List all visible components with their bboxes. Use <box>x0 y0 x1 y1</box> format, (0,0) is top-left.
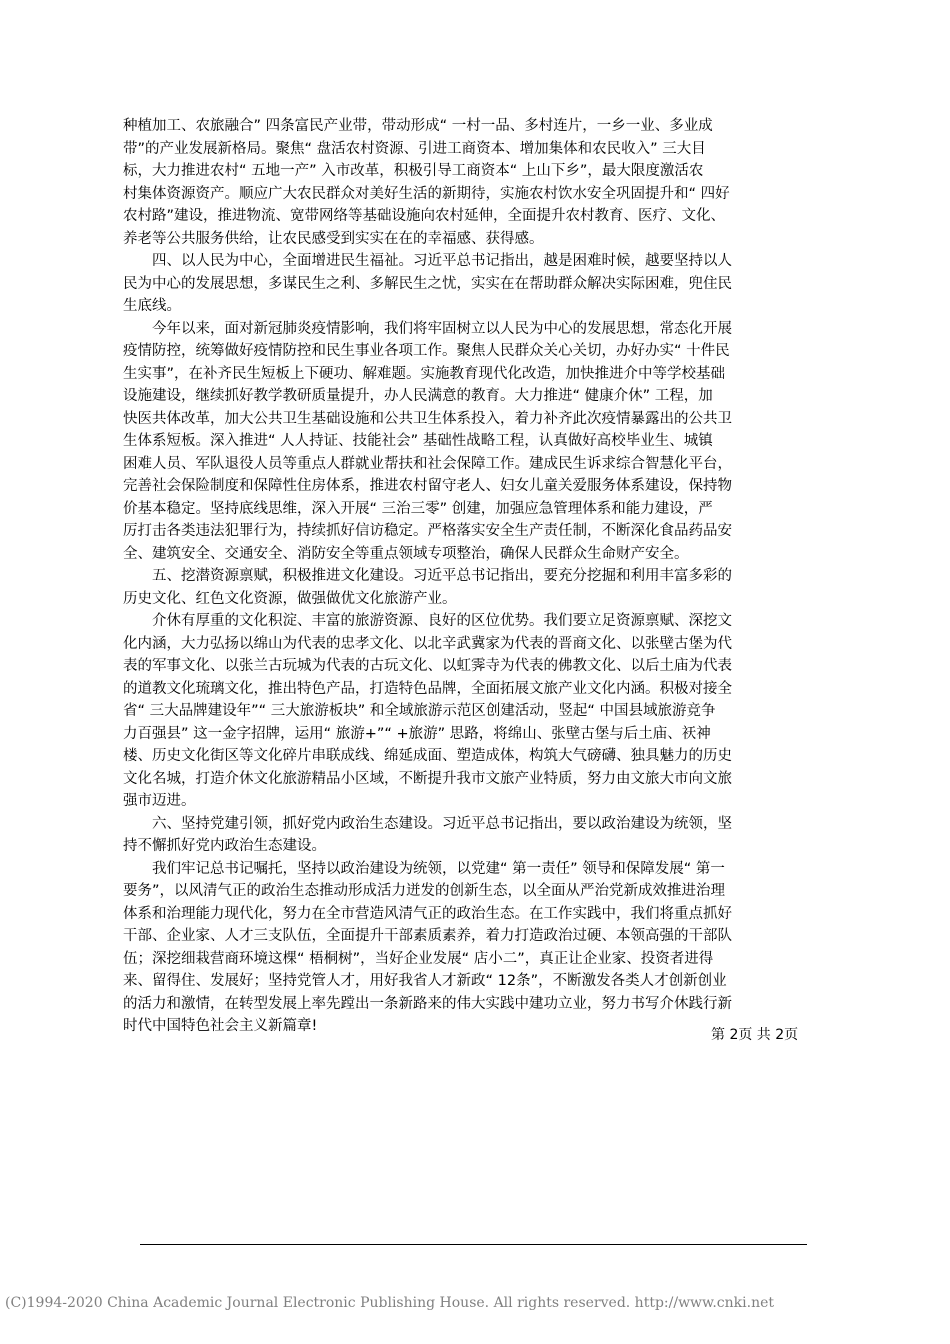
copyright-notice: (C)1994-2020 China Academic Journal Electronic Publishing House. All rights reserved. http://www.cnki.net <box>5 1295 775 1311</box>
text-line: 村集体资源资产。顺应广大农民群众对美好生活的新期待，实施农村饮水安全巩固提升和“ 四好 <box>123 185 730 202</box>
text-line: 今年以来，面对新冠肺炎疫情影响，我们将牢固树立以人民为中心的发展思想，常态化开展 <box>123 320 732 337</box>
text-line: 文化名城，打造介休文化旅游精品小区域，不断提升我市文旅产业特质，努力由文旅大市向文旅 <box>123 770 732 787</box>
text-line: 楼、历史文化街区等文化碎片串联成线、绵延成面、塑造成体，构筑大气磅礴、独具魅力的历史 <box>123 748 732 764</box>
text-line: 完善社会保险制度和保障性住房体系，推进农村留守老人、妇女儿童关爱服务体系建设，保持物 <box>123 478 732 494</box>
text-line: 四、以人民为中心，全面增进民生福祉。习近平总书记指出，越是困难时候，越要坚持以人 <box>123 253 732 269</box>
body-text <box>123 115 827 1038</box>
text-line: 养老等公共服务供给，让农民感受到实实在在的幸福感、获得感。 <box>123 230 544 247</box>
text-line: 表的军事文化、以张兰古玩城为代表的古玩文化、以虹霁寺为代表的佛教文化、以后土庙为代表 <box>123 658 732 674</box>
text-line: 的道教文化琉璃文化，推出特色产品，打造特色品牌，全面拓展文旅产业文化内涵。积极对接全 <box>123 680 732 697</box>
page-number: 第 2页 共 2页 <box>711 1027 799 1043</box>
text-line: 困难人员、军队退役人员等重点人群就业帮扶和社会保障工作。建成民生诉求综合智慧化平台， <box>123 455 732 472</box>
text-line: 省“ 三大品牌建设年”“ 三大旅游板块” 和全域旅游示范区创建活动，竖起“ 中国县域旅游竞争 <box>123 703 716 719</box>
text-line: 力百强县” 这一金字招牌，运用“ 旅游+”“ +旅游” 思路，将绵山、张壁古堡与后土庙、祆神 <box>123 725 711 742</box>
text-line: 民为中心的发展思想，多谋民生之利、多解民生之忧，实实在在帮助群众解决实际困难，兜住民 <box>123 275 732 292</box>
text-line: 带”的产业发展新格局。聚焦“ 盘活农村资源、引进工商资本、增加集体和农民收入” 三大目 <box>123 140 706 157</box>
text-line: 全、建筑安全、交通安全、消防安全等重点领域专项整治，确保人民群众生命财产安全。 <box>123 545 689 562</box>
text-line: 持不懈抓好党内政治生态建设。 <box>123 838 326 854</box>
text-line: 强市迈进。 <box>123 793 196 809</box>
text-line: 伍；深挖细栽营商环境这棵“ 梧桐树”，当好企业发展“ 店小二”，真正让企业家、投资者进得 <box>123 950 714 967</box>
text-line: 生实事”，在补齐民生短板上下硬功、解难题。实施教育现代化改造，加快推进介中等学校基础 <box>123 365 726 382</box>
text-line: 快医共体改革，加大公共卫生基础设施和公共卫生体系投入，着力补齐此次疫情暴露出的公共卫 <box>123 410 732 427</box>
text-line: 五、挖潜资源禀赋，积极推进文化建设。习近平总书记指出，要充分挖掘和利用丰富多彩的 <box>123 568 732 584</box>
text-line: 生底线。 <box>123 298 181 314</box>
text-line: 标，大力推进农村“ 五地一产” 入市改革，积极引导工商资本“ 上山下乡”，最大限度激活农 <box>123 163 704 179</box>
text-line: 设施建设，继续抓好教学教研质量提升，办人民满意的教育。大力推进“ 健康介休” 工程，加 <box>123 388 713 404</box>
text-line: 疫情防控，统筹做好疫情防控和民生事业各项工作。聚焦人民群众关心关切，办好办实“ 十件民 <box>123 343 730 359</box>
text-line: 厉打击各类违法犯罪行为，持续抓好信访稳定。严格落实安全生产责任制，不断深化食品药品安 <box>123 523 732 539</box>
text-line: 生体系短板。深入推进“ 人人持证、技能社会” 基础性战略工程，认真做好高校毕业生、城镇 <box>123 433 713 449</box>
text-line: 要务”，以风清气正的政治生态推动形成活力迸发的创新生态，以全面从严治党新成效推进治理 <box>123 883 726 899</box>
text-line: 我们牢记总书记嘱托，坚持以政治建设为统领，以党建“ 第一责任” 领导和保障发展“ 第一 <box>123 860 725 877</box>
text-line: 化内涵，大力弘扬以绵山为代表的忠孝文化、以北辛武冀家为代表的晋商文化、以张壁古堡为代 <box>123 635 732 652</box>
text-line: 干部、企业家、人才三支队伍，全面提升干部素质素养，着力打造政治过硬、本领高强的干部队 <box>123 928 732 944</box>
text-line: 六、坚持党建引领，抓好党内政治生态建设。习近平总书记指出，要以政治建设为统领，坚 <box>123 815 732 832</box>
text-line: 农村路”建设，推进物流、宽带网络等基础设施向农村延伸，全面提升农村教育、医疗、文化、 <box>123 208 726 224</box>
text-line: 来、留得住、发展好；坚持党管人才，用好我省人才新政“ 12条”，不断激发各类人才创新创业 <box>123 973 727 989</box>
footer-rule <box>140 1244 807 1245</box>
text-line: 时代中国特色社会主义新篇章! <box>123 1018 318 1034</box>
text-line: 历史文化、红色文化资源，做强做优文化旅游产业。 <box>123 590 457 607</box>
text-line: 体系和治理能力现代化，努力在全市营造风清气正的政治生态。在工作实践中，我们将重点抓好 <box>123 905 732 922</box>
text-line: 价基本稳定。坚持底线思维，深入开展“ 三治三零” 创建，加强应急管理体系和能力建设，严 <box>123 500 713 517</box>
text-line: 的活力和激情，在转型发展上率先蹚出一条新路来的伟大实践中建功立业，努力书写介休践行新 <box>123 995 732 1012</box>
text-line: 介休有厚重的文化积淀、丰富的旅游资源、良好的区位优势。我们要立足资源禀赋、深挖文 <box>123 613 732 629</box>
text-line: 种植加工、农旅融合” 四条富民产业带，带动形成“ 一村一品、多村连片，一乡一业、多业成 <box>123 118 713 134</box>
